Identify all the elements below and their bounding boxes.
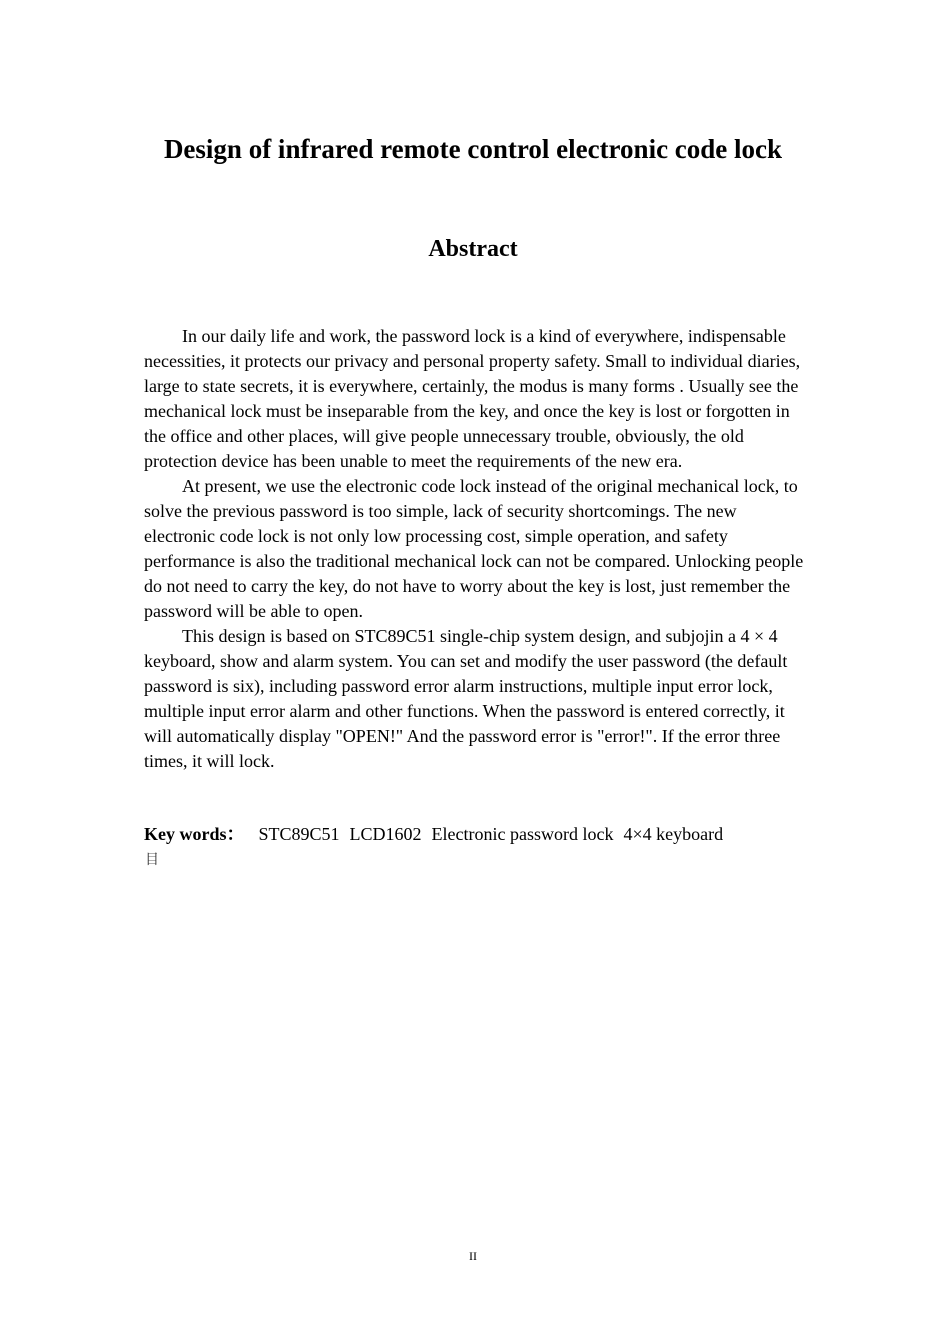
keyword: LCD1602	[349, 824, 422, 844]
keywords-label: Key words	[144, 824, 227, 844]
abstract-paragraph: In our daily life and work, the password lock is a kind of everywhere, indispensable necessities, it protects our privacy and personal property safety. Small to individual diaries, large to state secrets, it is everywhere, certainly, the modus is many forms . Usually see the mechanical lock must be inseparable from the key, and once the key is lost or forgotten in the office and other places, will give people unnecessary trouble, obviously, the old protection device has been unable to meet the requirements of the new era.	[144, 326, 801, 471]
abstract-paragraph: At present, we use the electronic code lock instead of the original mechanical lock, to solve the previous password is too simple, lack of security shortcomings. The new electronic code lock is not only low processing cost, simple operation, and safety performance is also the traditional mechanical lock can not be compared. Unlocking people do not need to carry the key, do not have to worry about the key is lost, just remember the password will be able to open.	[144, 476, 804, 621]
keyword: 4×4 keyboard	[623, 824, 724, 844]
abstract-heading: Abstract	[428, 236, 518, 262]
page-number: II	[469, 1249, 477, 1263]
document-title: Design of infrared remote control electronic code lock	[163, 134, 783, 164]
abstract-body	[144, 324, 806, 774]
keywords-line	[144, 822, 806, 847]
keyword: Electronic password lock	[431, 824, 614, 844]
stray-character: 目	[145, 852, 159, 868]
abstract-paragraph: This design is based on STC89C51 single-chip system design, and subjojin a 4 × 4 keyboard, show and alarm system. You can set and modify the user password (the default password is six), including password error alarm instructions, multiple input error lock, multiple input error alarm and other functions. When the password is entered correctly, it will automatically display "OPEN!" And the password error is "error!". If the error three times, it will lock.	[144, 626, 788, 771]
keyword: STC89C51	[258, 824, 340, 844]
keywords-separator: ：	[226, 824, 245, 844]
